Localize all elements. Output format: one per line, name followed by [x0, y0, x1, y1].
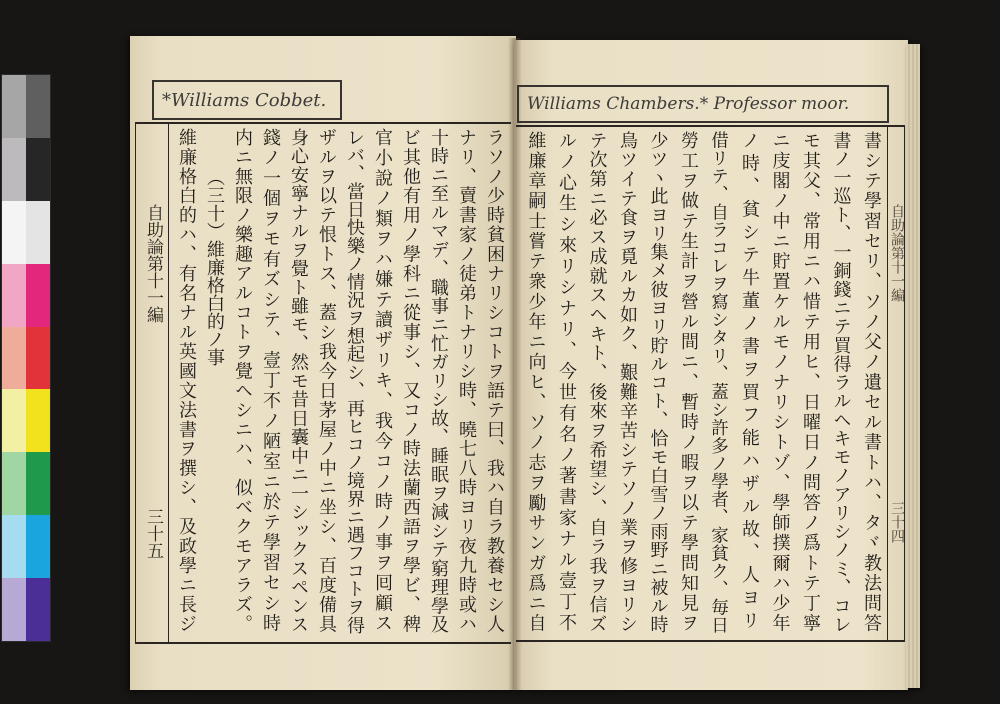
text-column	[312, 128, 340, 636]
left-text-block	[172, 128, 508, 636]
color-patch	[26, 138, 50, 201]
column-text: テ次第ニ必ス成就スヘキト、後來ヲ希望シ、自ラ我ヲ信ズ	[586, 131, 608, 634]
column-text: ザルヲ以テ恨トス、蓋シ我今日茅屋ノ中ニ坐シ、百度備具	[316, 128, 337, 634]
section-heading	[200, 128, 228, 636]
text-column	[368, 128, 396, 636]
frame-bottom-rule	[516, 640, 905, 642]
margin-divider-rule	[887, 125, 888, 642]
text-column	[612, 131, 643, 636]
pencil-note-left: *Williams Cobbet.	[162, 89, 327, 111]
text-column	[340, 128, 368, 636]
column-text: 借リテ、自ラコレヲ寫シタリ、蓋シ許多ノ學者、家貧ク、毎日	[708, 131, 729, 634]
page-number: 三十四	[889, 501, 905, 543]
section-heading-text: （三十）維廉格白的ノ事	[204, 168, 225, 366]
column-text: 少ツヽ此ヨリ集メ彼ヨリ貯ルコト、恰モ白雪ノ雨野ニ被ル時	[647, 131, 669, 634]
pencil-note-right: Williams Chambers.* Professor moor.	[527, 94, 850, 114]
color-patch	[26, 201, 50, 264]
color-patch	[2, 75, 26, 138]
column-text: ルノ心生シ來リシナリ、今世有名ノ著書家ナル壹丁不	[556, 131, 577, 634]
color-patch	[26, 264, 50, 327]
text-column	[703, 131, 734, 636]
margin-divider-rule	[168, 122, 169, 644]
column-text: 維廉格白的ハ、有名ナル英國文法書ヲ撰シ、及政學ニ長ジ	[176, 128, 197, 634]
text-column	[795, 131, 826, 636]
chart-row	[2, 264, 50, 327]
color-patch	[2, 138, 26, 201]
column-text: ビ其他有用ノ學科ニ從事シ、又コノ時法蘭西語ヲ學ビ、稗	[400, 128, 421, 634]
column-text: 身心安寧ナルヲ覺ト雖モ、然モ昔日囊中ニ一シックスペンス	[288, 128, 309, 634]
text-column	[172, 128, 200, 636]
column-text: 書シテ學習セリ、ソノ父ノ遺セル書トハ、タヾ教法問答	[861, 131, 882, 634]
text-column	[520, 131, 551, 636]
color-patch	[26, 515, 50, 578]
frame-outer-rule	[135, 122, 136, 644]
column-text: ニ庋閣ノ中ニ貯置ケルモノナリシトゾ、學師撲爾ハ少年	[769, 131, 791, 634]
color-patch	[2, 389, 26, 452]
color-patch	[2, 264, 26, 327]
column-text: 維廉章嗣士嘗テ衆少年ニ向ヒ、ソノ志ヲ勵サンガ爲ニ自	[525, 131, 547, 634]
column-text: 書ノ一巡ト、一銅錢ニテ買得ラルヘキモノアリシノミ、コレ	[830, 131, 852, 634]
page-edge-stack	[906, 44, 920, 688]
chart-row	[2, 138, 50, 201]
frame-bottom-rule	[135, 642, 511, 644]
margin-title: 自助論第十一編	[889, 204, 905, 302]
text-column	[480, 128, 508, 636]
color-patch	[26, 75, 50, 138]
text-column	[642, 131, 673, 636]
column-text: 官小說ノ類ヲハ嫌テ讀ザリキ、我今コノ時ノ事ヲ囘顧ス	[372, 128, 393, 634]
text-column	[452, 128, 480, 636]
text-column	[734, 131, 765, 636]
text-column	[396, 128, 424, 636]
chart-row	[2, 389, 50, 452]
chart-row	[2, 75, 50, 138]
color-patch	[26, 327, 50, 390]
text-column	[764, 131, 795, 636]
text-column	[856, 131, 887, 636]
color-patch	[26, 452, 50, 515]
chart-row	[2, 452, 50, 515]
chart-row	[2, 515, 50, 578]
column-text: レバ、當日快樂ノ情況ヲ想起シ、再ヒコノ境界ニ遇フコトヲ得	[344, 128, 365, 634]
column-text: ラソノ少時貧困ナリシコトヲ語テ曰、我ハ自ラ教養セシ人	[484, 128, 505, 634]
margin-title: 自助論第十一編	[143, 203, 163, 323]
pencil-note-box-left	[152, 80, 342, 120]
text-column	[284, 128, 312, 636]
frame-top-rule	[516, 125, 905, 127]
column-text: 十時ニ至ルマデ、職事ニ忙ガリシ故、睡眠ヲ減シテ窮理學及	[428, 128, 449, 634]
color-patch	[26, 578, 50, 641]
text-column	[825, 131, 856, 636]
column-text: モ其父、常用ニハ惜テ用ヒ、日曜日ノ問答ノ爲トテ丁寧	[800, 131, 821, 634]
column-text: 鳥ツイテ食ヲ覓ルカ如ク、艱難辛苦シテソノ業ヲ修ヨリシ	[617, 131, 638, 634]
frame-top-rule	[135, 122, 511, 124]
page-number: 三十五	[143, 507, 163, 559]
text-column	[228, 128, 256, 636]
right-text-block	[520, 131, 886, 636]
color-patch	[2, 452, 26, 515]
text-column	[551, 131, 582, 636]
color-patch	[2, 201, 26, 264]
text-column	[673, 131, 704, 636]
column-text: ナリ、賣書家ノ徒弟トナリシ時、曉七八時ヨリ夜九時或ハ	[456, 128, 477, 634]
column-text: 内ニ無限ノ樂趣アルコトヲ覺ヘシニハ、似ベクモアラズ。	[232, 128, 253, 634]
text-column	[424, 128, 452, 636]
chart-row	[2, 327, 50, 390]
text-column	[581, 131, 612, 636]
chart-row	[2, 201, 50, 264]
column-text: 勞工ヲ做テ生計ヲ營ル間ニ、暫時ノ暇ヲ以テ學問知見ヲ	[678, 131, 699, 634]
text-column	[256, 128, 284, 636]
chart-row	[2, 578, 50, 641]
color-patch	[2, 578, 26, 641]
color-patch	[26, 389, 50, 452]
color-patch	[2, 327, 26, 390]
color-calibration-chart	[2, 75, 50, 641]
column-text: ノ時、貧シテ牛董ノ書ヲ買フ能ハザル故、人ヨリ	[739, 131, 760, 634]
pencil-note-box-right	[517, 85, 889, 123]
column-text: 錢ノ一個ヲモ有ズシテ、壹丁不ノ陋室ニ於テ學習セシ時	[260, 128, 281, 634]
color-patch	[2, 515, 26, 578]
